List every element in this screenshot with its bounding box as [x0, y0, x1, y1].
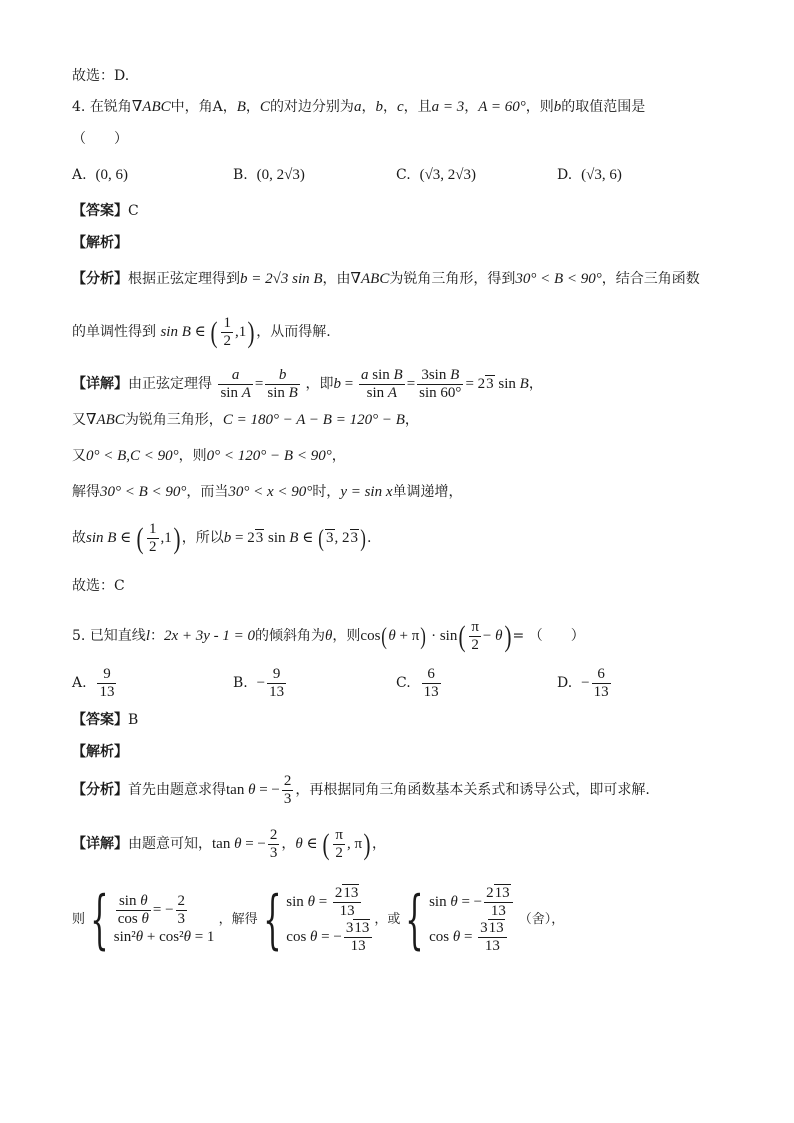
q4-option-b-body: (0, 2√3)	[256, 167, 305, 183]
q4-option-d: D. (√3, 6)	[557, 167, 622, 183]
q4-answer: 【答案】C	[72, 203, 139, 219]
system-1: $\frac{\text{sin θ}}{\text{cos θ}}$ = − $\frac{2}{3}$ sin²θ + cos²θ = 1	[113, 893, 215, 945]
q5-option-b: B. − $\frac{9}{13}$	[233, 665, 285, 700]
q4-xiangjie-line4: 解得30° < B < 90°，而当30° < x < 90°时，y = sin x单调递增，	[72, 484, 463, 500]
system-2: sin θ = $\frac{213}{13}$ cos θ = − $\frac{313}{13}$	[286, 885, 374, 955]
q4-conclusion: 故选：C	[72, 578, 125, 594]
q4-fenxi-line2: 的单调性得到 sin B ∈ ( $\frac{1}{2}$ ,1) ，从而得解.	[72, 315, 331, 350]
q4-option-b: B. (0, 2√3)	[233, 167, 305, 183]
q5-analysis-heading: 【解析】	[72, 744, 128, 760]
q4-xiangjie-line3: 又0° < B,C < 90°，则0° < 120° − B < 90°，	[72, 448, 346, 464]
q4-stem: 4. 在锐角∇ABC中，角A，B，C的对边分别为a，b，c，且a = 3，A = 60°，则b的取值范围是	[72, 99, 646, 115]
q4-number: 4.	[72, 99, 86, 115]
q4-xiangjie-line2: 又∇ABC为锐角三角形，C = 180° − A − B = 120° − B，	[72, 412, 419, 428]
q4-analysis-heading: 【解析】	[72, 235, 128, 251]
q5-option-a: A. $\frac{9}{13}$	[72, 665, 115, 700]
q5-xiangjie-line1: 【详解】由题意可知，tan θ = − $\frac{2}{3}$ ，θ ∈ ( $\frac{\pi}{2}$ , π) ，	[72, 827, 387, 862]
q5-stem: 5. 已知直线l：2x + 3y - 1 = 0的倾斜角为θ，则cos(θ + π) · sin( $\frac{\pi}{2}$ − θ) = （ ）	[72, 619, 585, 654]
q4-option-c-body: (√3, 2√3)	[419, 167, 477, 183]
q4-option-a: A. (0, 6)	[72, 167, 128, 183]
system-3: sin θ = − $\frac{213}{13}$ cos θ = $\frac{313}{13}$	[429, 885, 515, 955]
q5-number: 5.	[72, 628, 86, 644]
q4-fenxi-line1: 【分析】根据正弦定理得到b = 2√3 sin B，由∇ABC为锐角三角形，得到30° < B < 90°，结合三角函数	[72, 271, 700, 287]
q5-xiangjie-systems: 则{ $\frac{\text{sin θ}}{\text{cos θ}}$ = − $\frac{2}{3}$ sin²θ + cos²θ = 1 ，解得{ sin θ = $\frac{213}{13}$ cos θ = − $\frac{313}{13}$ ，或{ sin θ = − $\frac{213}{13}$ cos θ = $\frac{313}{13}$ （舍），	[72, 882, 565, 957]
previous-conclusion: 故选：D.	[72, 68, 130, 84]
q4-paren: （ ）	[72, 131, 128, 147]
q5-option-c: C. $\frac{6}{13}$	[396, 665, 439, 700]
q5-answer: 【答案】B	[72, 712, 139, 728]
q4-option-a-body: (0, 6)	[95, 167, 128, 183]
q4-xiangjie-line5: 故sin B ∈ ( $\frac{1}{2}$ ,1) ，所以b = 23 sin B ∈ ( 3, 23).	[72, 521, 372, 556]
q5-fenxi: 【分析】首先由题意求得tan θ = − $\frac{2}{3}$ ，再根据同角三角函数基本关系式和诱导公式，即可求解.	[72, 773, 650, 808]
q4-option-d-body: (√3, 6)	[581, 167, 622, 183]
q4-xiangjie-line1: 【详解】由正弦定理得 $\frac{a}{\text{sin A}}$ = $\frac{b}{\text{sin B}}$ ，即b = $\frac{\text{a sin B}}{\text{sin A}}$ = $\frac{\text{3sin B}}{\sin 60^\circ}$ = 23 sin B，	[72, 367, 543, 402]
q5-option-d: D. − $\frac{6}{13}$	[557, 665, 609, 700]
q4-option-c: C. (√3, 2√3)	[396, 167, 477, 183]
